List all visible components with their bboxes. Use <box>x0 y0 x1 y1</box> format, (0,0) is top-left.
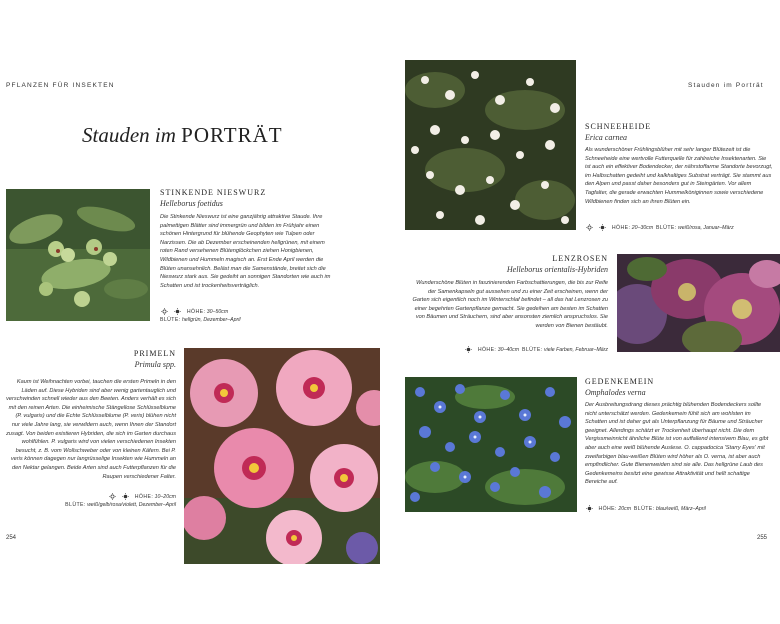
sun-icon <box>585 224 594 231</box>
lenzrosen-text: Wunderschöne Blüten in faszinierenden Farbschattierungen, die bis zur Reife der Samenkapseln gut aussehen und zu einer Zeit erscheinen, wenn der Garten sich eigentlich noch im Winterschlaf befindet – all das hat Lenzrosen zu einer begehrten Gartenpflanze gemacht. Sie gedeihen am besten im Schatten von Bäumen und Sträuchern, sind aber ansonsten ziemlich anspruchslos. Sie werden von Bienen bestäubt. <box>412 280 608 329</box>
primeln-text: Kaum ist Weihnachten vorbei, tauchen die ersten Primeln in den Läden auf. Diese Hybriden sind aber wenig gartentauglich und verschwinden schnell wieder aus den Beeten. Anders verhält es sich mit den reinen Arten. Die einheimische Stängellose Schlüsselblume (P. vulgaris) und die Echte Schlüsselblume (P. veris) blühen nicht nur viele Jahre lang, sie verwildern auch, wenn Ihnen der Standort zusagt. Von beiden existieren Hybriden, die sich im Garten durchaus wohlfühlen. P. vulgaris wird von vielen verschiedenen Insekten besucht, z. B. vom Wollschweber oder von kleinen Käfern. Bei P. veris können dagegen nur langrüsselige Insekten wie Hummeln an den Nektar gelangen. Beide Arten sind auch Futterpflanzen für die Raupen verschiedener Falter. <box>6 379 176 480</box>
half-shade-icon <box>121 493 130 500</box>
sun-icon <box>160 308 169 315</box>
nieswurz-bloom: hellgrün, Dezember–April <box>182 317 241 323</box>
schneeheide-name: SCHNEEHEIDE <box>585 122 652 131</box>
schneeheide-bloom: weiß/rosa, Januar–März <box>678 225 734 231</box>
schneeheide-height: 20–30cm <box>631 225 654 231</box>
primeln-height: 10–20cm <box>154 494 176 500</box>
primeln-latin: Primula spp. <box>134 360 176 369</box>
gedenkemein-latin: Omphalodes verna <box>585 388 646 397</box>
schneeheide-latin: Erica carnea <box>585 133 627 142</box>
schneeheide-height-label: HÖHE: <box>611 225 631 231</box>
primeln-name: PRIMELN <box>133 349 176 358</box>
gedenkemein-name: GEDENKEMEIN <box>585 377 655 386</box>
nieswurz-height: 30–50cm <box>206 309 229 315</box>
nieswurz-text: Die Stinkende Nieswurz ist eine ganzjährig attraktive Staude. Ihre palmettigen Blätter sind immergrün und bilden im Frühjahr einen schönen Hintergrund für blühende Geophyten wie Tulpen oder Narzissen. Die ab Dezember erscheinenden hellgrünen, mit einem roten Rand versehenen Blütenglöckchen ziehen Honigbienen, Wildbienen und Hummeln magisch an. Erst Ende April werden die Blüten unansehnlich. Beläst man die Samenstände, breitet sich die Nieswurz stark aus. Sie gedeiht an sonnigen Standorten wie auch im Schatten und ist trockenheitsverträglich. <box>160 214 331 289</box>
page-title-italic: Stauden im <box>82 123 176 147</box>
lenzrosen-meta <box>410 346 608 354</box>
schneeheide-photo <box>405 60 576 230</box>
half-shade-icon <box>585 505 594 512</box>
gedenkemein-meta <box>585 505 706 513</box>
nieswurz-name: STINKENDE NIESWURZ <box>160 188 267 197</box>
half-shade-icon <box>464 346 473 353</box>
nieswurz-meta <box>160 308 241 324</box>
lenzrosen-bloom-label: BLÜTE: <box>521 347 543 353</box>
gedenkemein-bloom-label: BLÜTE: <box>633 506 655 512</box>
lenzrosen-photo <box>617 254 780 352</box>
primeln-bloom: weiß/gelb/rosa/violett, Dezember–April <box>87 502 176 508</box>
half-shade-icon <box>598 224 607 231</box>
nieswurz-latin: Helleborus foetidus <box>160 199 223 208</box>
primeln-bloom-label: BLÜTE: <box>65 502 86 508</box>
lenzrosen-height: 30–40cm <box>497 347 520 353</box>
schneeheide-text: Als wunderschöner Frühlingsblüher mit sehr langer Blütezeit ist die Schneeheide eine wertvolle Futterquelle für zahlreiche Insektenarten. Sie ist auch ein effektiver Bodendecker, der nährstoffarme Standorte bevorzugt, im Halbschatten gedeiht und kalkhaltiges Substrat verträgt. Sie stammt aus den Alpen und passt daher besonders gut in Steingärten. Vor allem Tagfalter, die gerade erwachten Hummelköniginnen sowie verschiedene Wildbienen finden sich an ihren Blüten ein. <box>585 147 773 205</box>
page-number-left: 254 <box>6 535 17 541</box>
gedenkemein-height-label: HÖHE: <box>598 506 617 512</box>
gedenkemein-height: 20cm <box>618 506 632 512</box>
page-title <box>82 123 283 148</box>
gedenkemein-photo <box>405 377 577 512</box>
running-head-right: Stauden im Porträt <box>688 82 764 89</box>
half-shade-icon <box>173 308 182 315</box>
running-head-left: PFLANZEN FÜR INSEKTEN <box>6 82 115 89</box>
schneeheide-bloom-label: BLÜTE: <box>656 225 677 231</box>
schneeheide-meta <box>585 224 734 232</box>
nieswurz-height-label: HÖHE: <box>186 309 206 315</box>
lenzrosen-height-label: HÖHE: <box>477 347 497 353</box>
lenzrosen-bloom: viele Farben, Februar–März <box>543 347 608 353</box>
nieswurz-photo <box>6 189 150 321</box>
gedenkemein-text: Der Ausbreitungsdrang dieses prächtig blühenden Bodendeckers sollte nicht unterschätzt werden. Gedenkemein fühlt sich am wohlsten im Schatten und ist daher gut als Unterpflanzung für Bäume und Sträucher geeignet. Allerdings schätzt er Trockenheit überhaupt nicht. Die dem Vergissmeinnicht ähnliche Blüte ist von auffallend intensivem Blau, es gibt aber auch eine weiß blühende Auslese. O. cappadocica 'Starry Eyes' mit zweifarbigen blau-weißen Blüten wird höher als O. verna, ist aber auch empfindlicher. Gute Bienenweiden sind sie alle. Das hellgrüne Laub des Gedenkemeins besitzt eine gewisse Attraktivität und hellt schattige Bereiche auf. <box>585 402 769 486</box>
lenzrosen-latin: Helleborus orientalis-Hybriden <box>506 265 608 274</box>
page-number-right: 255 <box>757 535 768 541</box>
gedenkemein-bloom: blau/weiß, März–April <box>655 506 706 512</box>
page-title-caps: PORTRÄT <box>181 123 283 147</box>
primeln-meta <box>6 493 176 509</box>
primeln-height-label: HÖHE: <box>134 494 154 500</box>
sun-icon <box>108 493 117 500</box>
primeln-photo <box>184 348 380 564</box>
nieswurz-bloom-label: BLÜTE: <box>160 317 181 323</box>
lenzrosen-name: LENZROSEN <box>552 254 608 263</box>
